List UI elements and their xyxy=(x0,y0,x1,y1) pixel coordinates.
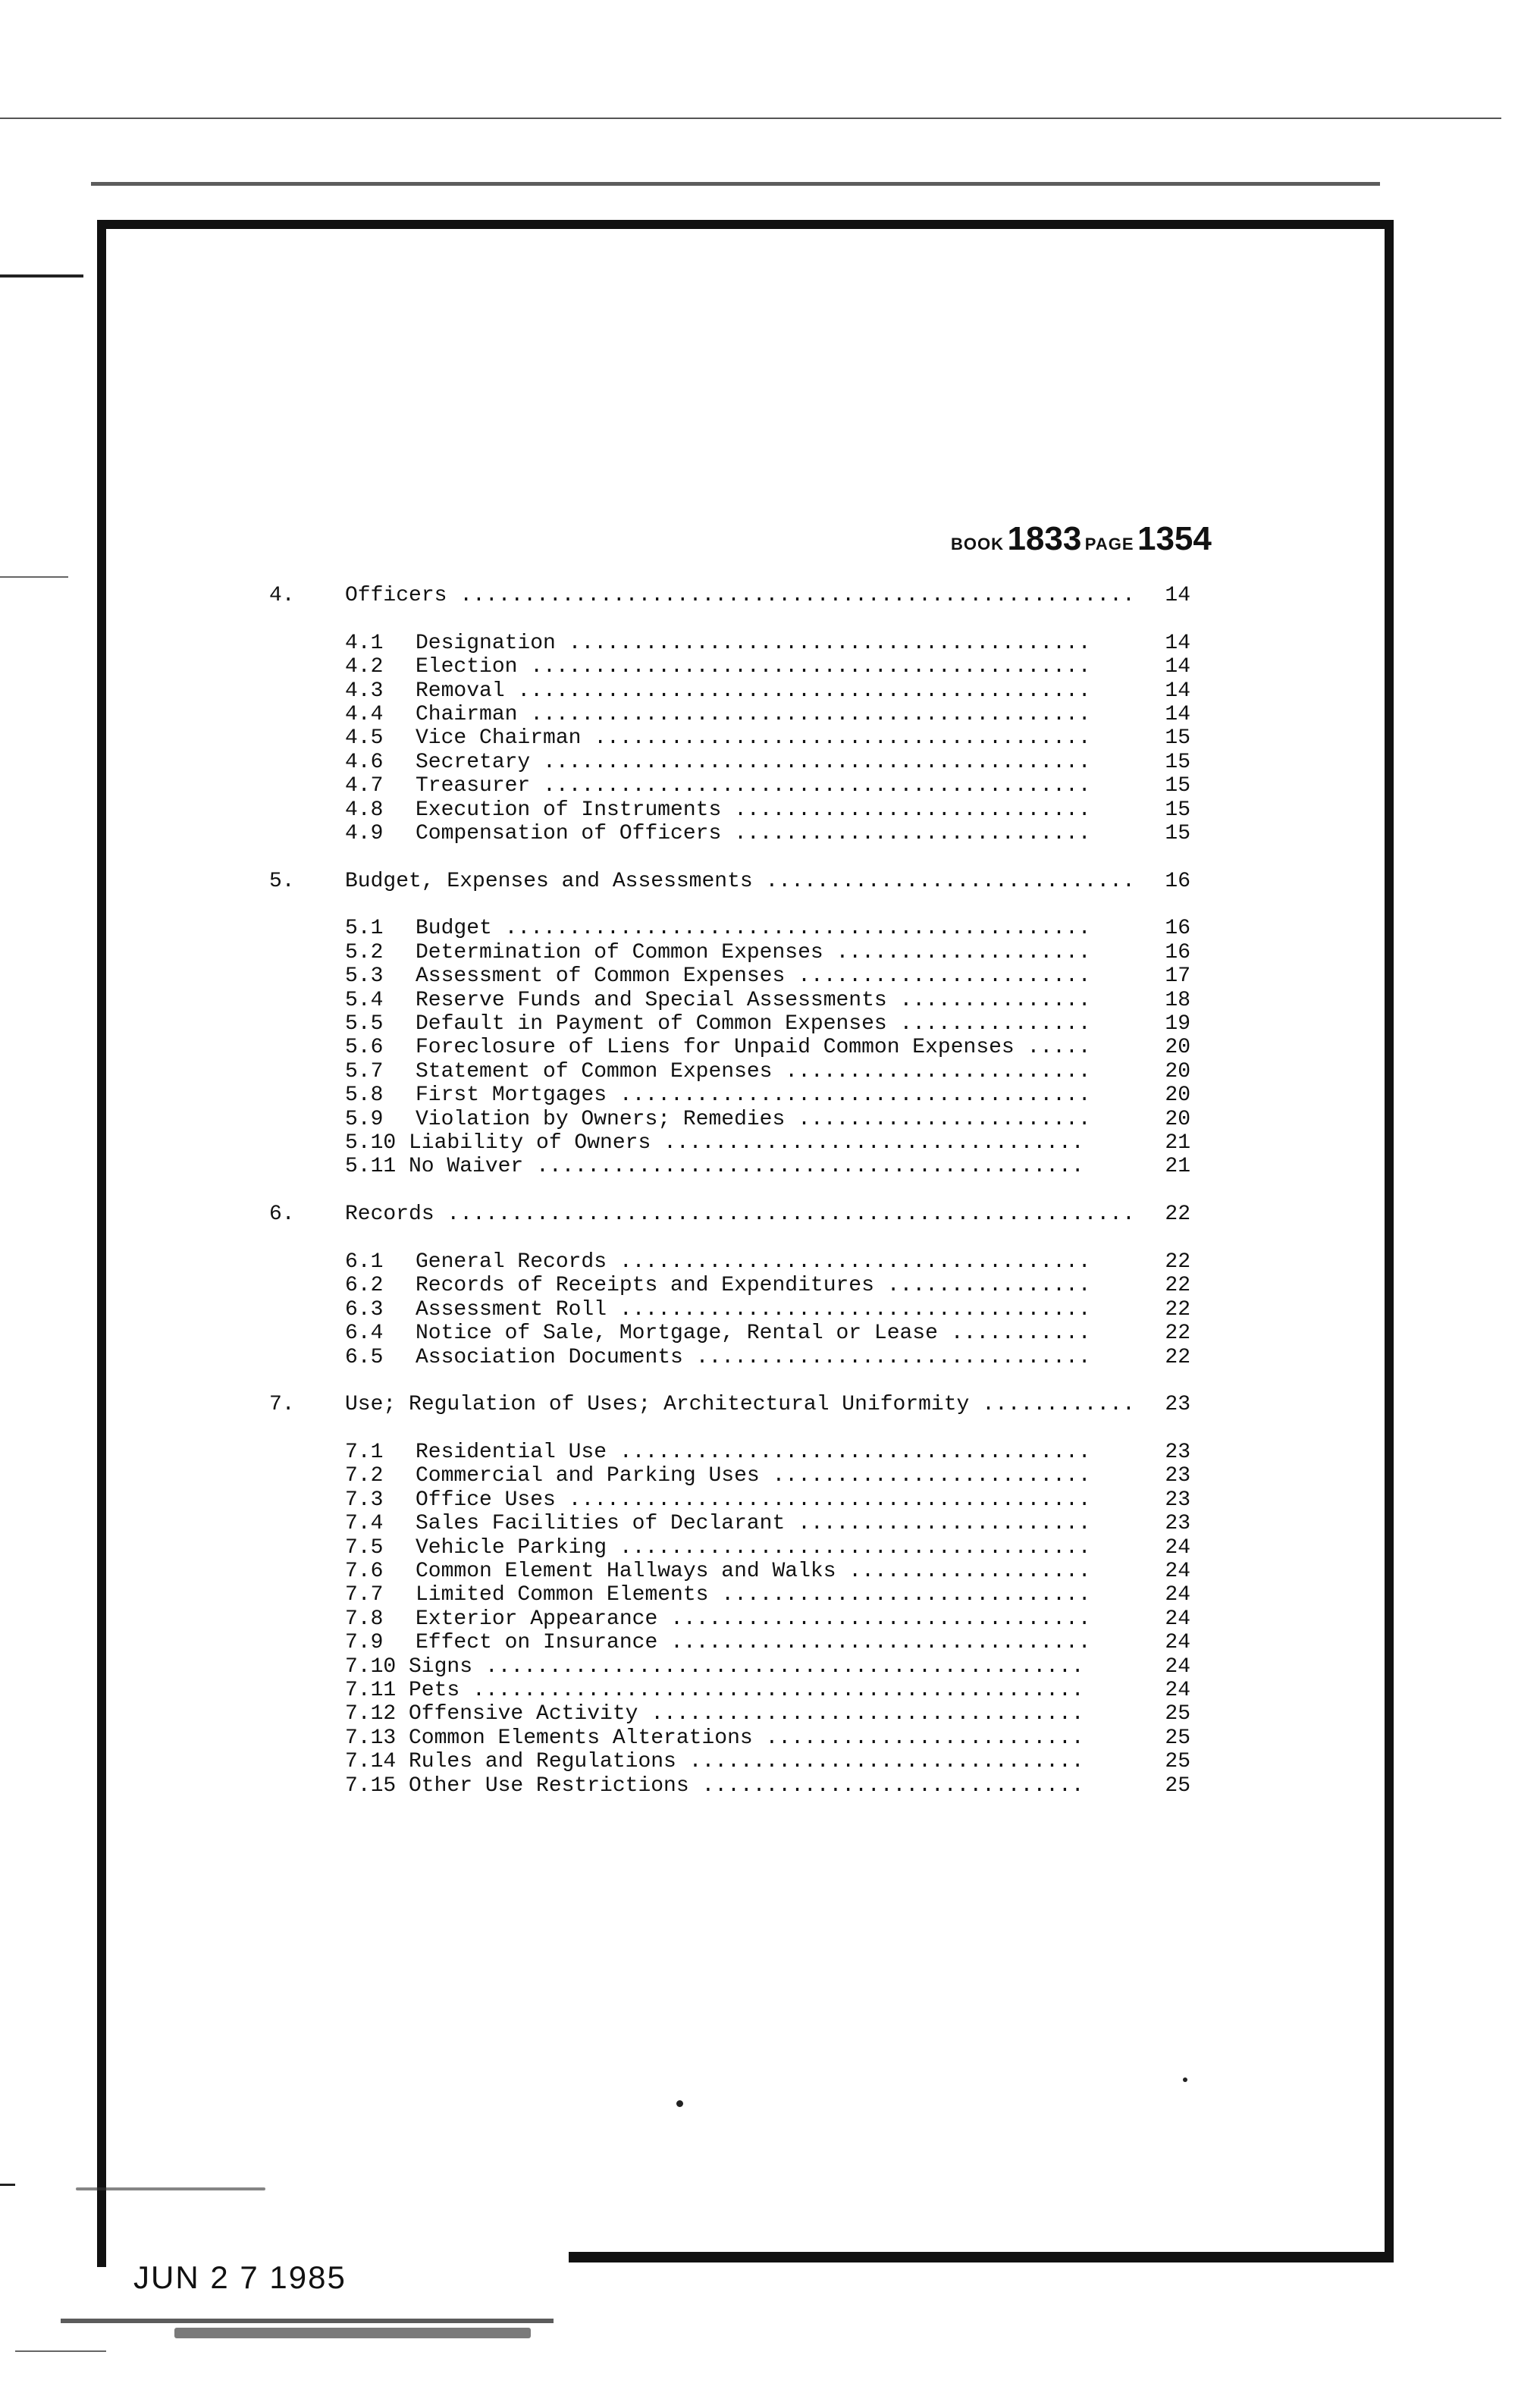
toc-subsection-number: 5.11 xyxy=(345,1155,397,1179)
toc-section-page: 22 xyxy=(1165,1203,1190,1227)
scan-noise-bottom xyxy=(61,2319,554,2323)
toc-leader-dots: ......................... xyxy=(752,1726,1084,1750)
toc-leader-dots: ............................................... xyxy=(472,1654,1084,1679)
toc-subsection-page: 25 xyxy=(1165,1750,1190,1774)
toc-section-title: Records ...................................................... xyxy=(345,1203,1135,1227)
toc-subsection-number: 5.2 xyxy=(345,940,384,964)
toc-subsection-title: Exterior Appearance ................................. xyxy=(416,1607,1091,1631)
toc-subsection-page: 22 xyxy=(1165,1345,1190,1369)
toc-subsection-title: Common Elements Alterations ......................... xyxy=(409,1726,1084,1750)
toc-section-row xyxy=(269,1203,1190,1226)
toc-subsection-number: 7.8 xyxy=(345,1607,384,1631)
toc-subsection-title: Association Documents ............................... xyxy=(416,1345,1091,1369)
toc-leader-dots: ................................. xyxy=(651,1130,1084,1155)
toc-subsection-number: 7.3 xyxy=(345,1488,384,1512)
toc-leader-dots: ............................................. xyxy=(504,679,1091,703)
toc-subsection-title: Offensive Activity .................................. xyxy=(409,1702,1084,1726)
toc-subsection-number: 7.15 xyxy=(345,1773,397,1798)
toc-subsection-row xyxy=(269,822,1190,845)
toc-section-row xyxy=(269,1393,1190,1416)
toc-subsection-number: 5.6 xyxy=(345,1036,384,1060)
toc-subsection-number: 4.2 xyxy=(345,655,384,679)
page-label: PAGE xyxy=(1084,535,1134,553)
toc-subsection-row xyxy=(269,751,1190,774)
toc-section-title: Budget, Expenses and Assessments ............................. xyxy=(345,869,1135,893)
toc-leader-dots: ................................. xyxy=(657,1631,1091,1655)
toc-subsection-page: 24 xyxy=(1165,1607,1190,1631)
toc-subsection-number: 5.4 xyxy=(345,988,384,1012)
toc-leader-dots: ......................................... xyxy=(555,1488,1091,1512)
toc-subsection-row xyxy=(269,1583,1190,1607)
toc-subsection-number: 7.12 xyxy=(345,1702,397,1726)
toc-leader-dots: ....................... xyxy=(785,1107,1091,1131)
toc-leader-dots: ................... xyxy=(836,1560,1091,1584)
toc-subsection-number: 6.1 xyxy=(345,1250,384,1274)
toc-subsection-row xyxy=(269,679,1190,703)
toc-subsection-number: 7.4 xyxy=(345,1512,384,1536)
toc-subsection-title: Records of Receipts and Expenditures ................ xyxy=(416,1274,1091,1298)
toc-subsection-page: 15 xyxy=(1165,774,1190,798)
toc-subsection-page: 24 xyxy=(1165,1678,1190,1702)
scan-edge-left-mark-2 xyxy=(0,576,68,578)
scan-noise-top xyxy=(91,182,1380,186)
page-frame-bottom xyxy=(569,2252,1394,2262)
book-number: 1833 xyxy=(1007,520,1082,557)
toc-subsection-title: Removal ............................................. xyxy=(416,679,1091,703)
toc-leader-dots: ................ xyxy=(874,1274,1091,1298)
toc-subsection-row xyxy=(269,1298,1190,1322)
toc-subsection-page: 14 xyxy=(1165,655,1190,679)
toc-subsection-row xyxy=(269,726,1190,750)
toc-leader-dots: ..................................... xyxy=(607,1297,1091,1322)
toc-subsection-title: Election ............................................ xyxy=(416,655,1091,679)
toc-leader-dots: ............................... xyxy=(682,1345,1091,1369)
speck-1 xyxy=(676,2100,683,2107)
toc-subsection-page: 15 xyxy=(1165,821,1190,845)
toc-subsection-title: Common Element Hallways and Walks ................... xyxy=(416,1560,1091,1584)
toc-spacer xyxy=(269,1417,1190,1441)
toc-leader-dots: ..................................... xyxy=(607,1250,1091,1274)
toc-subsection-title: Effect on Insurance ................................. xyxy=(416,1631,1091,1655)
toc-subsection-row xyxy=(269,1655,1190,1679)
toc-subsection-title: Budget .............................................. xyxy=(416,917,1091,941)
toc-section-title: Use; Regulation of Uses; Architectural Uniformity ............ xyxy=(345,1393,1135,1417)
toc-subsection-title: Secretary ........................................... xyxy=(416,750,1091,774)
toc-subsection-page: 22 xyxy=(1165,1322,1190,1346)
toc-subsection-title: No Waiver ........................................... xyxy=(409,1155,1084,1179)
toc-subsection-row xyxy=(269,632,1190,655)
toc-subsection-number: 7.2 xyxy=(345,1464,384,1488)
toc-leader-dots: ....................................... xyxy=(581,726,1091,751)
toc-subsection-row xyxy=(269,1631,1190,1654)
toc-subsection-number: 7.10 xyxy=(345,1654,397,1679)
toc-leader-dots: ........................................... xyxy=(530,774,1091,798)
book-label: BOOK xyxy=(951,535,1004,553)
toc-spacer xyxy=(269,1369,1190,1393)
toc-subsection-title: Violation by Owners; Remedies ....................... xyxy=(416,1107,1091,1131)
toc-subsection-number: 7.5 xyxy=(345,1535,384,1560)
toc-leader-dots: .................................. xyxy=(638,1702,1084,1726)
toc-subsection-page: 23 xyxy=(1165,1464,1190,1488)
toc-subsection-title: Foreclosure of Liens for Unpaid Common Expenses ..... xyxy=(416,1036,1091,1060)
toc-leader-dots: ........................................... xyxy=(530,750,1091,774)
toc-subsection-number: 4.7 xyxy=(345,774,384,798)
toc-subsection-row xyxy=(269,1441,1190,1464)
toc-subsection-row xyxy=(269,774,1190,798)
toc-subsection-row xyxy=(269,1702,1190,1726)
table-of-contents xyxy=(269,584,1190,1798)
toc-subsection-row xyxy=(269,1488,1190,1512)
toc-leader-dots: ..................................... xyxy=(607,1535,1091,1560)
toc-subsection-row xyxy=(269,1774,1190,1798)
toc-subsection-page: 17 xyxy=(1165,964,1190,989)
toc-leader-dots: ............................. xyxy=(708,1583,1091,1607)
toc-subsection-title: Commercial and Parking Uses ......................... xyxy=(416,1464,1091,1488)
toc-subsection-row xyxy=(269,798,1190,822)
toc-leader-dots: ...................................................... xyxy=(434,1203,1135,1227)
toc-leader-dots: .............................................. xyxy=(491,917,1091,941)
toc-subsection-row xyxy=(269,1750,1190,1773)
toc-subsection-number: 7.9 xyxy=(345,1631,384,1655)
toc-subsection-title: Designation ......................................... xyxy=(416,631,1091,655)
toc-subsection-title: Residential Use ..................................... xyxy=(416,1441,1091,1465)
toc-subsection-number: 4.1 xyxy=(345,631,384,655)
toc-subsection-number: 6.3 xyxy=(345,1297,384,1322)
toc-subsection-title: Compensation of Officers ............................ xyxy=(416,821,1091,845)
toc-subsection-page: 19 xyxy=(1165,1012,1190,1036)
toc-subsection-page: 16 xyxy=(1165,917,1190,941)
toc-subsection-page: 20 xyxy=(1165,1059,1190,1083)
toc-subsection-row xyxy=(269,989,1190,1012)
toc-subsection-title: Treasurer ........................................... xyxy=(416,774,1091,798)
toc-spacer xyxy=(269,1227,1190,1250)
toc-section-page: 23 xyxy=(1165,1393,1190,1417)
toc-subsection-number: 4.8 xyxy=(345,798,384,822)
toc-subsection-page: 14 xyxy=(1165,702,1190,726)
toc-subsection-title: Assessment Roll ..................................... xyxy=(416,1297,1091,1322)
toc-leader-dots: ............................... xyxy=(676,1750,1084,1774)
toc-subsection-title: Statement of Common Expenses ........................ xyxy=(416,1059,1091,1083)
toc-leader-dots: ..................................... xyxy=(607,1083,1091,1108)
toc-subsection-number: 5.1 xyxy=(345,917,384,941)
toc-subsection-page: 21 xyxy=(1165,1155,1190,1179)
toc-section-page: 16 xyxy=(1165,869,1190,893)
toc-subsection-row xyxy=(269,1274,1190,1297)
toc-subsection-page: 23 xyxy=(1165,1512,1190,1536)
toc-section-number: 6. xyxy=(269,1203,295,1227)
toc-subsection-number: 5.8 xyxy=(345,1083,384,1108)
toc-subsection-page: 15 xyxy=(1165,750,1190,774)
toc-subsection-title: Signs ............................................... xyxy=(409,1654,1084,1679)
toc-subsection-number: 4.5 xyxy=(345,726,384,751)
toc-subsection-title: Office Uses ......................................... xyxy=(416,1488,1091,1512)
toc-section-number: 5. xyxy=(269,869,295,893)
toc-subsection-number: 6.4 xyxy=(345,1322,384,1346)
toc-subsection-page: 24 xyxy=(1165,1535,1190,1560)
toc-leader-dots: ....................... xyxy=(785,1512,1091,1536)
scan-line-bottom xyxy=(15,2350,106,2352)
toc-subsection-row xyxy=(269,1464,1190,1488)
toc-leader-dots: ............................. xyxy=(752,869,1135,893)
toc-subsection-row xyxy=(269,1083,1190,1107)
toc-subsection-page: 18 xyxy=(1165,988,1190,1012)
toc-subsection-page: 25 xyxy=(1165,1726,1190,1750)
toc-subsection-title: First Mortgages ..................................... xyxy=(416,1083,1091,1108)
toc-subsection-title: Vehicle Parking ..................................... xyxy=(416,1535,1091,1560)
toc-subsection-row xyxy=(269,964,1190,988)
toc-leader-dots: ....................... xyxy=(785,964,1091,989)
toc-subsection-page: 22 xyxy=(1165,1297,1190,1322)
toc-leader-dots: ......................... xyxy=(759,1464,1091,1488)
toc-section-row xyxy=(269,584,1190,607)
toc-subsection-page: 22 xyxy=(1165,1274,1190,1298)
toc-leader-dots: ............................ xyxy=(721,798,1091,822)
toc-leader-dots: ............... xyxy=(886,988,1091,1012)
toc-section-number: 4. xyxy=(269,584,295,607)
toc-subsection-row xyxy=(269,917,1190,940)
toc-subsection-number: 4.6 xyxy=(345,750,384,774)
toc-subsection-number: 5.10 xyxy=(345,1130,397,1155)
toc-subsection-number: 7.11 xyxy=(345,1678,397,1702)
toc-subsection-page: 14 xyxy=(1165,679,1190,703)
toc-subsection-number: 7.1 xyxy=(345,1441,384,1465)
toc-subsection-title: General Records ..................................... xyxy=(416,1250,1091,1274)
toc-subsection-row xyxy=(269,655,1190,679)
toc-subsection-number: 7.7 xyxy=(345,1583,384,1607)
toc-subsection-row xyxy=(269,1322,1190,1345)
toc-section-title: Officers ..................................................... xyxy=(345,584,1135,607)
toc-subsection-number: 5.5 xyxy=(345,1012,384,1036)
toc-subsection-row xyxy=(269,1536,1190,1560)
toc-leader-dots: ............ xyxy=(969,1393,1135,1417)
toc-leader-dots: ..................................................... xyxy=(447,584,1135,607)
toc-leader-dots: .................... xyxy=(823,940,1091,964)
page-frame-right xyxy=(1385,227,1394,2259)
left-margin-scribble xyxy=(76,2187,265,2190)
scan-edge-left-mark xyxy=(0,274,83,278)
toc-leader-dots: .............................. xyxy=(688,1773,1084,1798)
toc-subsection-title: Reserve Funds and Special Assessments ............... xyxy=(416,988,1091,1012)
scan-edge-left-mark-3 xyxy=(0,2184,15,2186)
toc-subsection-row xyxy=(269,941,1190,964)
toc-subsection-number: 5.3 xyxy=(345,964,384,989)
toc-subsection-page: 25 xyxy=(1165,1702,1190,1726)
toc-subsection-page: 23 xyxy=(1165,1441,1190,1465)
toc-subsection-number: 7.13 xyxy=(345,1726,397,1750)
toc-subsection-number: 4.9 xyxy=(345,821,384,845)
toc-spacer xyxy=(269,1179,1190,1203)
toc-subsection-page: 22 xyxy=(1165,1250,1190,1274)
toc-subsection-title: Execution of Instruments ............................ xyxy=(416,798,1091,822)
toc-subsection-number: 5.9 xyxy=(345,1107,384,1131)
toc-subsection-page: 15 xyxy=(1165,798,1190,822)
toc-leader-dots: ................................. xyxy=(657,1607,1091,1631)
toc-subsection-row xyxy=(269,1607,1190,1631)
toc-subsection-page: 25 xyxy=(1165,1773,1190,1798)
toc-subsection-number: 4.3 xyxy=(345,679,384,703)
toc-subsection-title: Limited Common Elements ............................. xyxy=(416,1583,1091,1607)
toc-subsection-page: 15 xyxy=(1165,726,1190,751)
toc-subsection-page: 16 xyxy=(1165,940,1190,964)
toc-subsection-row xyxy=(269,1012,1190,1036)
page-frame-left xyxy=(97,220,106,2267)
toc-leader-dots: ............................................ xyxy=(517,702,1091,726)
toc-subsection-row xyxy=(269,1726,1190,1750)
toc-section-page: 14 xyxy=(1165,584,1190,607)
toc-spacer xyxy=(269,607,1190,631)
toc-subsection-row xyxy=(269,1131,1190,1155)
toc-subsection-number: 7.14 xyxy=(345,1750,397,1774)
toc-section-row xyxy=(269,870,1190,893)
toc-subsection-row xyxy=(269,1060,1190,1083)
toc-subsection-title: Assessment of Common Expenses ....................... xyxy=(416,964,1091,989)
toc-leader-dots: ........................ xyxy=(772,1059,1091,1083)
toc-leader-dots: ............................ xyxy=(721,821,1091,845)
bottom-signature-scribble xyxy=(174,2328,531,2338)
toc-leader-dots: ................................................ xyxy=(459,1678,1084,1702)
toc-spacer xyxy=(269,845,1190,869)
page-frame-top xyxy=(97,220,1394,229)
toc-spacer xyxy=(269,893,1190,917)
toc-subsection-row xyxy=(269,1155,1190,1178)
toc-subsection-title: Pets ................................................ xyxy=(409,1678,1084,1702)
toc-leader-dots: ........... xyxy=(937,1322,1091,1346)
toc-leader-dots: ........................................... xyxy=(523,1155,1084,1179)
toc-subsection-row xyxy=(269,1250,1190,1274)
toc-subsection-number: 7.6 xyxy=(345,1560,384,1584)
book-page-reference xyxy=(951,520,1212,558)
toc-subsection-row xyxy=(269,703,1190,726)
scan-edge-top xyxy=(0,118,1501,119)
toc-subsection-number: 4.4 xyxy=(345,702,384,726)
toc-subsection-page: 20 xyxy=(1165,1036,1190,1060)
toc-subsection-title: Rules and Regulations ............................... xyxy=(409,1750,1084,1774)
toc-subsection-row xyxy=(269,1036,1190,1059)
toc-subsection-page: 24 xyxy=(1165,1654,1190,1679)
page-number: 1354 xyxy=(1137,520,1212,557)
toc-subsection-page: 20 xyxy=(1165,1107,1190,1131)
toc-subsection-page: 23 xyxy=(1165,1488,1190,1512)
toc-subsection-row xyxy=(269,1560,1190,1583)
speck-2 xyxy=(1183,2077,1187,2082)
toc-subsection-title: Determination of Common Expenses .................... xyxy=(416,940,1091,964)
toc-subsection-page: 21 xyxy=(1165,1130,1190,1155)
toc-subsection-row xyxy=(269,1108,1190,1131)
toc-leader-dots: ......................................... xyxy=(555,631,1091,655)
toc-leader-dots: ............................................ xyxy=(517,655,1091,679)
toc-subsection-number: 6.2 xyxy=(345,1274,384,1298)
toc-subsection-page: 24 xyxy=(1165,1560,1190,1584)
toc-section-number: 7. xyxy=(269,1393,295,1417)
toc-subsection-page: 24 xyxy=(1165,1631,1190,1655)
toc-subsection-row xyxy=(269,1346,1190,1369)
toc-subsection-page: 14 xyxy=(1165,631,1190,655)
toc-subsection-title: Chairman ............................................ xyxy=(416,702,1091,726)
toc-subsection-title: Liability of Owners ................................. xyxy=(409,1130,1084,1155)
toc-leader-dots: ..... xyxy=(1014,1036,1091,1060)
toc-subsection-row xyxy=(269,1679,1190,1702)
toc-subsection-number: 6.5 xyxy=(345,1345,384,1369)
toc-subsection-page: 24 xyxy=(1165,1583,1190,1607)
toc-leader-dots: ..................................... xyxy=(607,1441,1091,1465)
toc-leader-dots: ............... xyxy=(886,1012,1091,1036)
recording-date-stamp: JUN 2 7 1985 xyxy=(133,2259,347,2295)
toc-subsection-title: Other Use Restrictions .............................. xyxy=(409,1773,1084,1798)
toc-subsection-page: 20 xyxy=(1165,1083,1190,1108)
toc-subsection-title: Vice Chairman ....................................... xyxy=(416,726,1091,751)
toc-subsection-title: Notice of Sale, Mortgage, Rental or Lease ........... xyxy=(416,1322,1091,1346)
toc-subsection-title: Default in Payment of Common Expenses ............... xyxy=(416,1012,1091,1036)
toc-subsection-row xyxy=(269,1512,1190,1535)
toc-subsection-title: Sales Facilities of Declarant ....................... xyxy=(416,1512,1091,1536)
toc-subsection-number: 5.7 xyxy=(345,1059,384,1083)
